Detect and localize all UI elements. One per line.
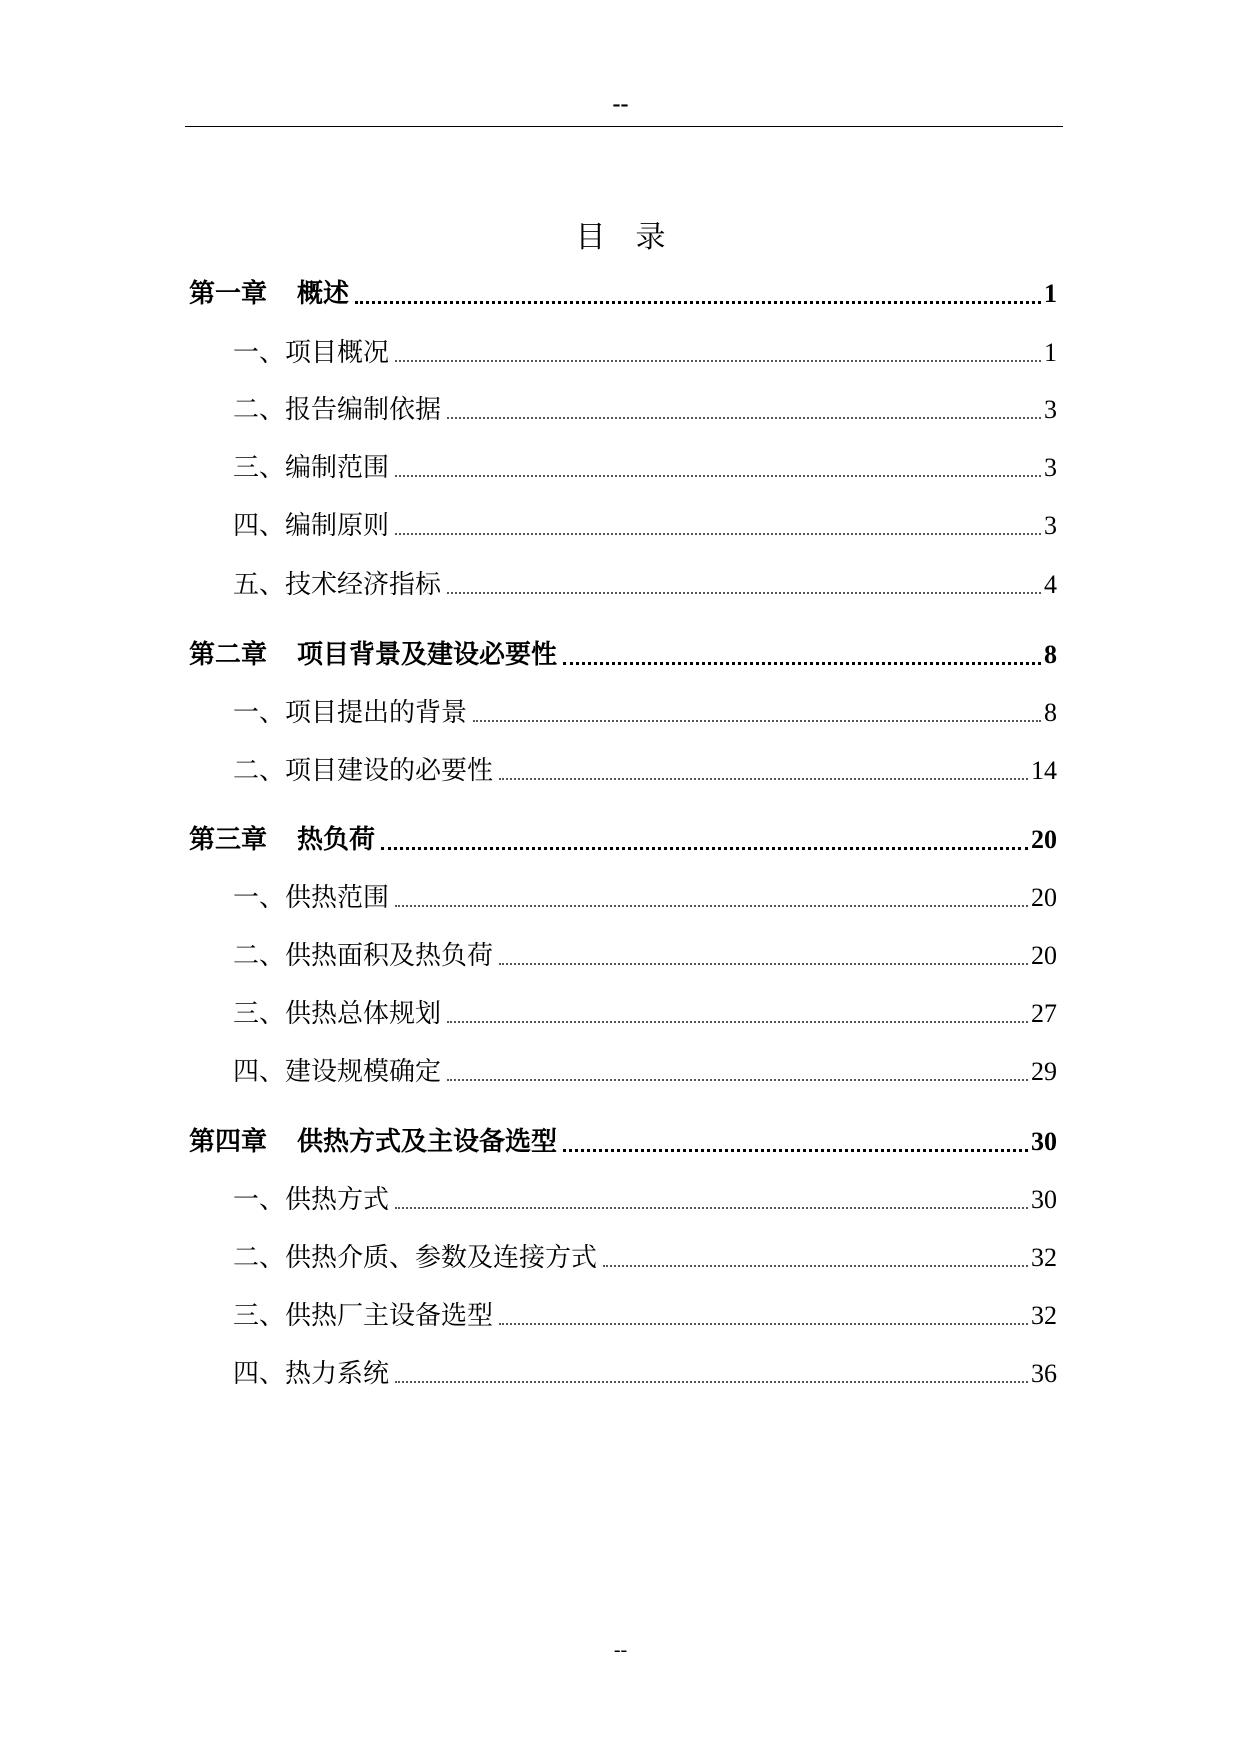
toc-entry-number: 第二章 — [189, 640, 268, 670]
toc-page-number: 36 — [1031, 1359, 1057, 1388]
dot-leader — [499, 1323, 1028, 1325]
toc-page-number: 8 — [1044, 640, 1057, 669]
toc-page-number: 3 — [1044, 511, 1057, 540]
dot-leader — [395, 475, 1041, 477]
toc-entry-title: 供热厂主设备选型 — [285, 1301, 494, 1331]
dot-leader — [603, 1265, 1028, 1267]
toc-page-number: 1 — [1044, 338, 1057, 367]
toc-page-number: 3 — [1044, 453, 1057, 482]
toc-section-entry[interactable] — [233, 1053, 1057, 1091]
dot-leader — [447, 592, 1041, 594]
toc-entry-number: 三、 — [233, 1301, 286, 1331]
dot-leader — [447, 1021, 1028, 1023]
toc-entry-label — [233, 995, 441, 1033]
toc-page-number: 30 — [1031, 1185, 1057, 1214]
toc-page-number: 3 — [1044, 395, 1057, 424]
toc-entry-number: 第一章 — [189, 279, 268, 309]
toc-entry-title: 项目背景及建设必要性 — [297, 640, 558, 670]
toc-entry-number: 第三章 — [189, 825, 268, 855]
dot-leader — [473, 720, 1041, 722]
toc-section-entry[interactable] — [233, 1181, 1057, 1219]
toc-entry-label — [233, 752, 493, 790]
toc-entry-label — [233, 879, 389, 917]
toc-page-number: 32 — [1031, 1301, 1057, 1330]
toc-entry-number: 五、 — [233, 570, 286, 600]
header-rule — [185, 126, 1063, 127]
dot-leader — [381, 847, 1028, 850]
toc-entry-title: 建设规模确定 — [285, 1057, 442, 1087]
toc-entry-title: 供热总体规划 — [285, 999, 442, 1029]
toc-entry-number: 四、 — [233, 1057, 286, 1087]
toc-entry-title: 供热介质、参数及连接方式 — [285, 1243, 598, 1273]
dot-leader — [395, 360, 1041, 362]
toc-chapter-entry[interactable] — [189, 1123, 1057, 1161]
toc-entry-number: 一、 — [233, 1185, 286, 1215]
dot-leader — [447, 1079, 1028, 1081]
toc-section-entry[interactable] — [233, 1297, 1057, 1335]
toc-entry-label — [233, 507, 389, 545]
dot-leader — [499, 963, 1028, 965]
toc-chapter-entry[interactable] — [189, 275, 1057, 313]
toc-entry-title: 编制范围 — [285, 453, 390, 483]
toc-section-entry[interactable] — [233, 1239, 1057, 1277]
toc-section-entry[interactable] — [233, 879, 1057, 917]
toc-section-entry[interactable] — [233, 937, 1057, 975]
toc-page-number: 30 — [1031, 1127, 1057, 1156]
dot-leader — [563, 1149, 1028, 1152]
toc-entry-title: 技术经济指标 — [285, 570, 442, 600]
toc-section-entry[interactable] — [233, 566, 1057, 604]
toc-entry-title: 供热方式及主设备选型 — [297, 1127, 558, 1157]
toc-entry-title: 概述 — [297, 279, 350, 309]
toc-entry-label — [233, 334, 389, 372]
toc-entry-number: 四、 — [233, 511, 286, 541]
dot-leader — [563, 662, 1041, 665]
toc-entry-label — [233, 391, 441, 429]
toc-section-entry[interactable] — [233, 995, 1057, 1033]
toc-entry-title: 供热范围 — [285, 883, 390, 913]
toc-page-number: 20 — [1031, 883, 1057, 912]
toc-entry-label — [233, 449, 389, 487]
toc-section-entry[interactable] — [233, 752, 1057, 790]
toc-entry-number: 一、 — [233, 698, 286, 728]
page-header-mark: -- — [612, 91, 629, 117]
toc-page-number: 32 — [1031, 1243, 1057, 1272]
toc-entry-number: 二、 — [233, 941, 286, 971]
toc-entry-label — [233, 694, 467, 732]
dot-leader — [395, 905, 1028, 907]
toc-entry-label — [233, 1053, 441, 1091]
toc-entry-number: 第四章 — [189, 1127, 268, 1157]
toc-entry-label — [233, 1181, 389, 1219]
toc-page-number: 20 — [1031, 825, 1057, 854]
toc-entry-label — [233, 566, 441, 604]
toc-entry-number: 二、 — [233, 756, 286, 786]
toc-entry-number: 四、 — [233, 1359, 286, 1389]
toc-entry-title: 报告编制依据 — [285, 395, 442, 425]
toc-title: 目录 — [575, 220, 696, 255]
toc-section-entry[interactable] — [233, 391, 1057, 429]
dot-leader — [499, 778, 1028, 780]
toc-entry-title: 项目提出的背景 — [285, 698, 468, 728]
toc-section-entry[interactable] — [233, 694, 1057, 732]
dot-leader — [395, 1207, 1028, 1209]
toc-entry-title: 供热面积及热负荷 — [285, 941, 494, 971]
toc-entry-label — [189, 821, 375, 859]
toc-entry-title: 热负荷 — [297, 825, 376, 855]
toc-entry-label — [189, 275, 349, 313]
toc-entry-number: 一、 — [233, 338, 286, 368]
toc-entry-title: 热力系统 — [285, 1359, 390, 1389]
toc-chapter-entry[interactable] — [189, 821, 1057, 859]
toc-entry-label — [233, 1239, 597, 1277]
toc-page-number: 27 — [1031, 999, 1057, 1028]
toc-section-entry[interactable] — [233, 449, 1057, 487]
toc-entry-label — [233, 937, 493, 975]
toc-entry-number: 一、 — [233, 883, 286, 913]
toc-entry-title: 编制原则 — [285, 511, 390, 541]
toc-entry-label — [189, 1123, 557, 1161]
toc-page-number: 4 — [1044, 570, 1057, 599]
toc-entry-label — [233, 1297, 493, 1335]
toc-section-entry[interactable] — [233, 507, 1057, 545]
toc-entry-number: 二、 — [233, 395, 286, 425]
dot-leader — [355, 301, 1041, 304]
page-footer-mark: -- — [613, 1639, 628, 1661]
toc-entry-label — [189, 636, 557, 674]
toc-entry-title: 供热方式 — [285, 1185, 390, 1215]
dot-leader — [395, 533, 1041, 535]
toc-chapter-entry[interactable] — [189, 636, 1057, 674]
toc-entry-number: 三、 — [233, 999, 286, 1029]
toc-entry-label — [233, 1355, 389, 1393]
dot-leader — [395, 1381, 1028, 1383]
toc-page-number: 29 — [1031, 1057, 1057, 1086]
toc-page-number: 1 — [1044, 279, 1057, 308]
toc-entry-number: 三、 — [233, 453, 286, 483]
toc-entry-number: 二、 — [233, 1243, 286, 1273]
toc-page-number: 20 — [1031, 941, 1057, 970]
toc-section-entry[interactable] — [233, 1355, 1057, 1393]
toc-entry-title: 项目概况 — [285, 338, 390, 368]
toc-section-entry[interactable] — [233, 334, 1057, 372]
toc-entry-title: 项目建设的必要性 — [285, 756, 494, 786]
dot-leader — [447, 417, 1041, 419]
toc-page-number: 14 — [1031, 756, 1057, 785]
toc-page-number: 8 — [1044, 698, 1057, 727]
